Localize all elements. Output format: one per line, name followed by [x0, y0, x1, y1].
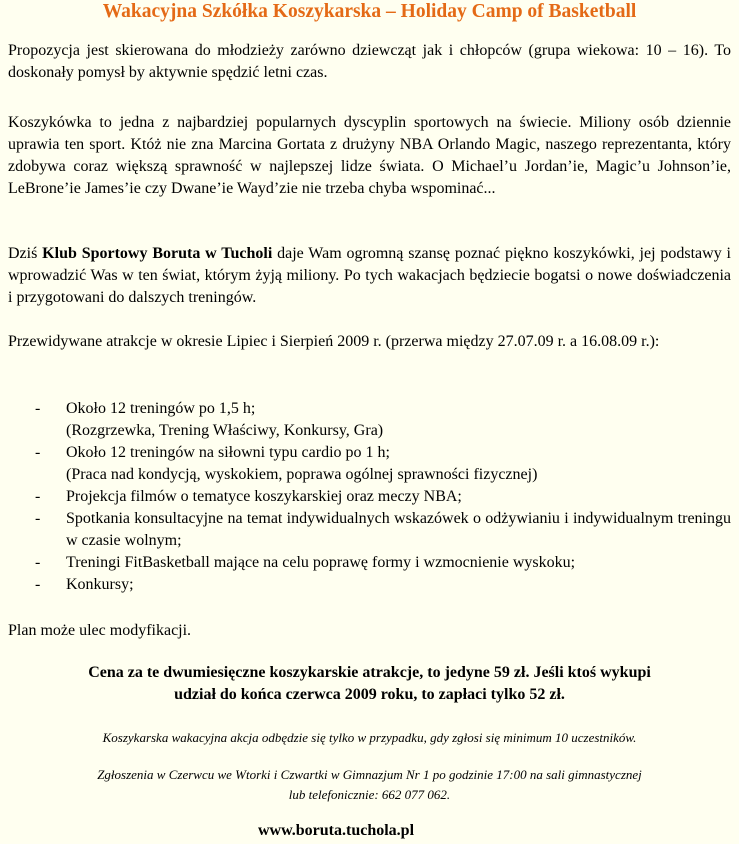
list-item — [8, 486, 731, 508]
attractions-intro: Przewidywane atrakcje w okresie Lipiec i Sierpień 2009 r. (przerwa między 27.07.09 r. a 16.08.09 r.): — [8, 333, 660, 350]
basketball-paragraph: Koszykówka to jedna z najbardziej popularnych dyscyplin sportowych na świecie. Miliony osób dziennie uprawia ten sport. Któż nie zna Marcina Gortata z drużyny NBA Orlando Magic, naszego reprezentanta, który zdobywa coraz większą sprawność w najlepszej lidze świata. O Michael’u Jordan’ie, Magic’u Johnson’ie, LeBrone’ie James’ie czy Dwane’ie Wayd’zie nie trzeba chyba wspominać... — [8, 114, 731, 197]
list-item-main: Około 12 treningów po 1,5 h; — [66, 400, 256, 417]
condition-note: Koszykarska wakacyjna akcja odbędzie się tylko w przypadku, gdy zgłosi się minimum 10 uczestników. — [102, 730, 637, 745]
club-paragraph-prefix: Dziś — [8, 245, 43, 262]
list-bullet: - — [35, 400, 41, 417]
list-item-main: Spotkania konsultacyjne na temat indywidualnych wskazówek o odżywianiu i indywidualnym treningu w czasie wolnym; — [66, 510, 731, 549]
price-line-1: Cena za te dwumiesięczne koszykarskie atrakcje, to jedyne 59 zł. Jeśli ktoś wykupi — [88, 664, 651, 681]
list-bullet: - — [35, 576, 41, 593]
list-item — [8, 574, 731, 596]
list-bullet: - — [35, 444, 41, 461]
list-item — [8, 442, 731, 486]
list-bullet: - — [35, 488, 41, 505]
list-item-main: Konkursy; — [66, 576, 134, 593]
attractions-list — [8, 398, 731, 596]
price-line-2: udział do końca czerwca 2009 roku, to zapłaci tylko 52 zł. — [174, 686, 565, 703]
list-item — [8, 552, 731, 574]
list-item-main: Około 12 treningów na siłowni typu cardio po 1 h; — [66, 444, 390, 461]
list-item — [8, 508, 731, 552]
list-item — [8, 398, 731, 442]
list-item-sub: (Praca nad kondycją, wyskokiem, poprawa ogólnej sprawności fizycznej) — [66, 466, 538, 483]
club-name: Klub Sportowy Boruta w Tucholi — [42, 245, 273, 262]
registration-note — [0, 765, 739, 805]
list-bullet: - — [35, 510, 41, 527]
club-paragraph — [8, 243, 731, 309]
website-link[interactable]: www.boruta.tuchola.pl — [258, 822, 415, 839]
club-paragraph-suffix: daje Wam ogromną szansę poznać piękno koszykówki, jej podstawy i wprowadzić Was w ten świat, którym żyją miliony. Po tych wakacjach będziecie bogatsi o nowe doświadczenia i przygotowani do dalszych treningów. — [8, 245, 731, 306]
list-item-sub: (Rozgrzewka, Trening Właściwy, Konkursy, Gra) — [66, 422, 384, 439]
plan-note: Plan może ulec modyfikacji. — [8, 622, 192, 639]
list-item-main: Treningi FitBasketball mające na celu poprawę formy i wzmocnienie wyskoku; — [66, 554, 576, 571]
page-title: Wakacyjna Szkółka Koszykarska – Holiday Camp of Basketball — [102, 1, 637, 22]
list-bullet: - — [35, 554, 41, 571]
intro-paragraph: Propozycja jest skierowana do młodzieży zarówno dziewcząt jak i chłopców (grupa wiekowa: 10 – 16). To doskonały pomysł by aktywnie spędzić letni czas. — [8, 42, 731, 81]
list-item-main: Projekcja filmów o tematyce koszykarskiej oraz meczy NBA; — [66, 488, 462, 505]
price-info — [0, 662, 739, 706]
registration-line-2: lub telefonicznie: 662 077 062. — [288, 787, 451, 802]
registration-line-1: Zgłoszenia w Czerwcu we Wtorki i Czwartki w Gimnazjum Nr 1 po godzinie 17:00 na sali gimnastycznej — [97, 767, 642, 782]
